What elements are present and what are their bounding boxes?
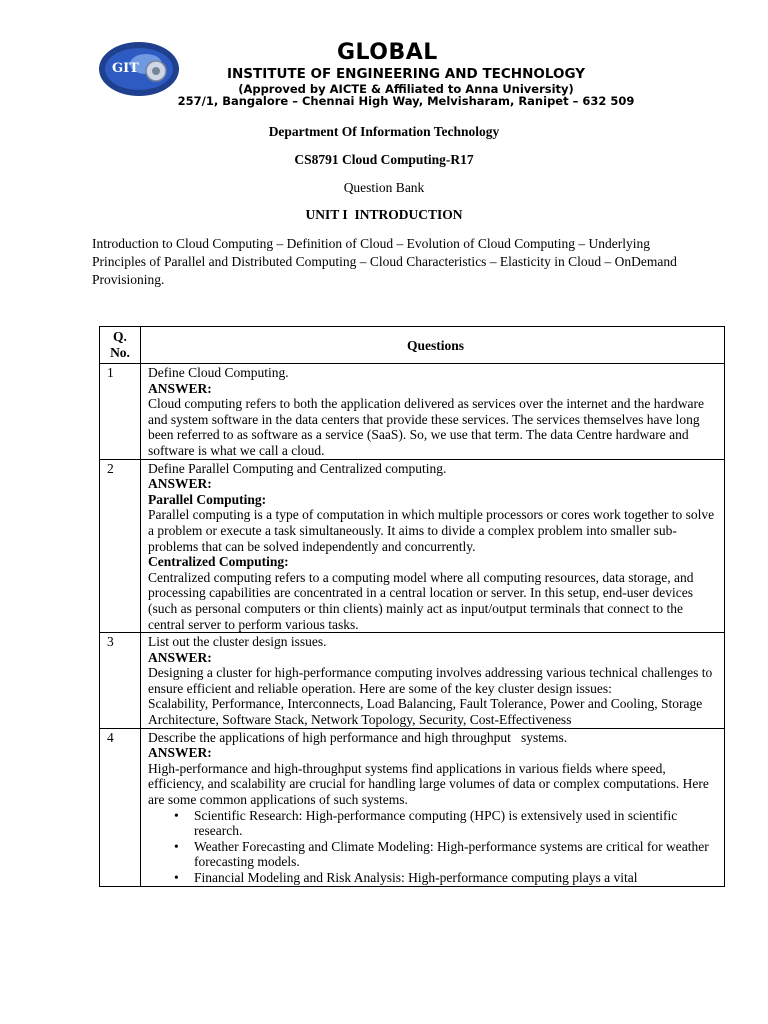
table-header-row bbox=[100, 327, 725, 364]
answer-label: ANSWER: bbox=[148, 380, 212, 396]
institute-address: 257/1, Bangalore – Chennai High Way, Melvisharam, Ranipet – 632 509 bbox=[177, 94, 635, 108]
list-item: • Financial Modeling and Risk Analysis: High-performance computing plays a vital bbox=[194, 870, 723, 886]
table-row bbox=[100, 728, 725, 886]
unit-title: UNIT I INTRODUCTION bbox=[305, 207, 463, 222]
institute-subtitle: INSTITUTE OF ENGINEERING AND TECHNOLOGY bbox=[226, 66, 586, 82]
answer-text: Cloud computing refers to both the application delivered as services over the internet and the hardware and system software in the data centers that provide these services. The services themselves have long been referred to as software as a service (SaaS). So, we use that term. The data Centre hardware and software is what we call a cloud. bbox=[148, 396, 704, 458]
question-number: 3 bbox=[100, 633, 141, 729]
table-row bbox=[100, 459, 725, 633]
institute-approval: (Approved by AICTE & Affiliated to Anna University) bbox=[238, 82, 574, 96]
question-number: 4 bbox=[100, 728, 141, 886]
institute-logo bbox=[96, 40, 182, 98]
question-cell bbox=[141, 459, 725, 633]
answer-text: Centralized computing refers to a computing model where all computing resources, data storage, and processing capabilities are concentrated in a central location or server. In this setup, end-user devices (such as personal computers or thin clients) mainly act as input/output terminals that connect to the central server to perform various tasks. bbox=[148, 569, 694, 632]
question-cell bbox=[141, 364, 725, 460]
answer-label: ANSWER: bbox=[148, 745, 212, 761]
answer-subheading: Centralized Computing: bbox=[148, 554, 289, 570]
question-table bbox=[99, 326, 725, 887]
question-text: Define Parallel Computing and Centralized computing. bbox=[148, 460, 447, 476]
question-text: List out the cluster design issues. bbox=[148, 634, 327, 650]
answer-text: Designing a cluster for high-performance computing involves addressing various technical challenges to ensure efficient and reliable operation. Here are some of the key cluster design issues: bbox=[148, 665, 713, 696]
institute-name: GLOBAL bbox=[337, 40, 438, 65]
column-header-qno-line2: No. bbox=[110, 345, 130, 360]
question-text: Define Cloud Computing. bbox=[148, 365, 289, 380]
department-title: Department Of Information Technology bbox=[268, 124, 500, 139]
question-cell bbox=[141, 633, 725, 729]
column-header-qno-line1: Q. bbox=[113, 329, 127, 345]
applications-list bbox=[148, 808, 723, 886]
answer-label: ANSWER: bbox=[148, 476, 212, 492]
list-item: • Weather Forecasting and Climate Modeling: High-performance systems are critical for weather forecasting models. bbox=[194, 839, 723, 870]
list-item: • Scientific Research: High-performance computing (HPC) is extensively used in scientific research. bbox=[194, 808, 723, 839]
svg-text:GIT: GIT bbox=[112, 61, 139, 76]
answer-subheading: Parallel Computing: bbox=[148, 491, 267, 507]
course-title: CS8791 Cloud Computing-R17 bbox=[294, 152, 474, 167]
table-row bbox=[100, 364, 725, 460]
question-cell bbox=[141, 728, 725, 886]
column-header-questions: Questions bbox=[141, 327, 725, 364]
question-number: 1 bbox=[100, 364, 141, 460]
unit-syllabus: Introduction to Cloud Computing – Definition of Cloud – Evolution of Cloud Computing – Underlying Principles of Parallel and Distributed Computing – Cloud Characteristics – Elasticity in Cloud – OnDemand Provisioning. bbox=[92, 236, 677, 287]
answer-label: ANSWER: bbox=[148, 649, 212, 665]
question-text: Describe the applications of high performance and high throughput systems. bbox=[148, 729, 568, 745]
answer-text: High-performance and high-throughput systems find applications in various fields where speed, efficiency, and scalability are crucial for handling large volumes of data or complex computations. Here are some common applications of such systems. bbox=[148, 760, 709, 808]
document-type: Question Bank bbox=[343, 180, 425, 195]
answer-text: Parallel computing is a type of computation in which multiple processors or cores work together to solve a problem or execute a task simultaneously. It aims to divide a complex problem into smaller sub-problems that can be solved independently and concurrently. bbox=[148, 507, 715, 554]
column-header-qno bbox=[100, 327, 141, 364]
question-number: 2 bbox=[100, 459, 141, 633]
table-row bbox=[100, 633, 725, 729]
answer-text: Scalability, Performance, Interconnects, Load Balancing, Fault Tolerance, Power and Cooling, Storage Architecture, Software Stack, Network Topology, Security, Cost-Effectiveness bbox=[148, 696, 703, 728]
